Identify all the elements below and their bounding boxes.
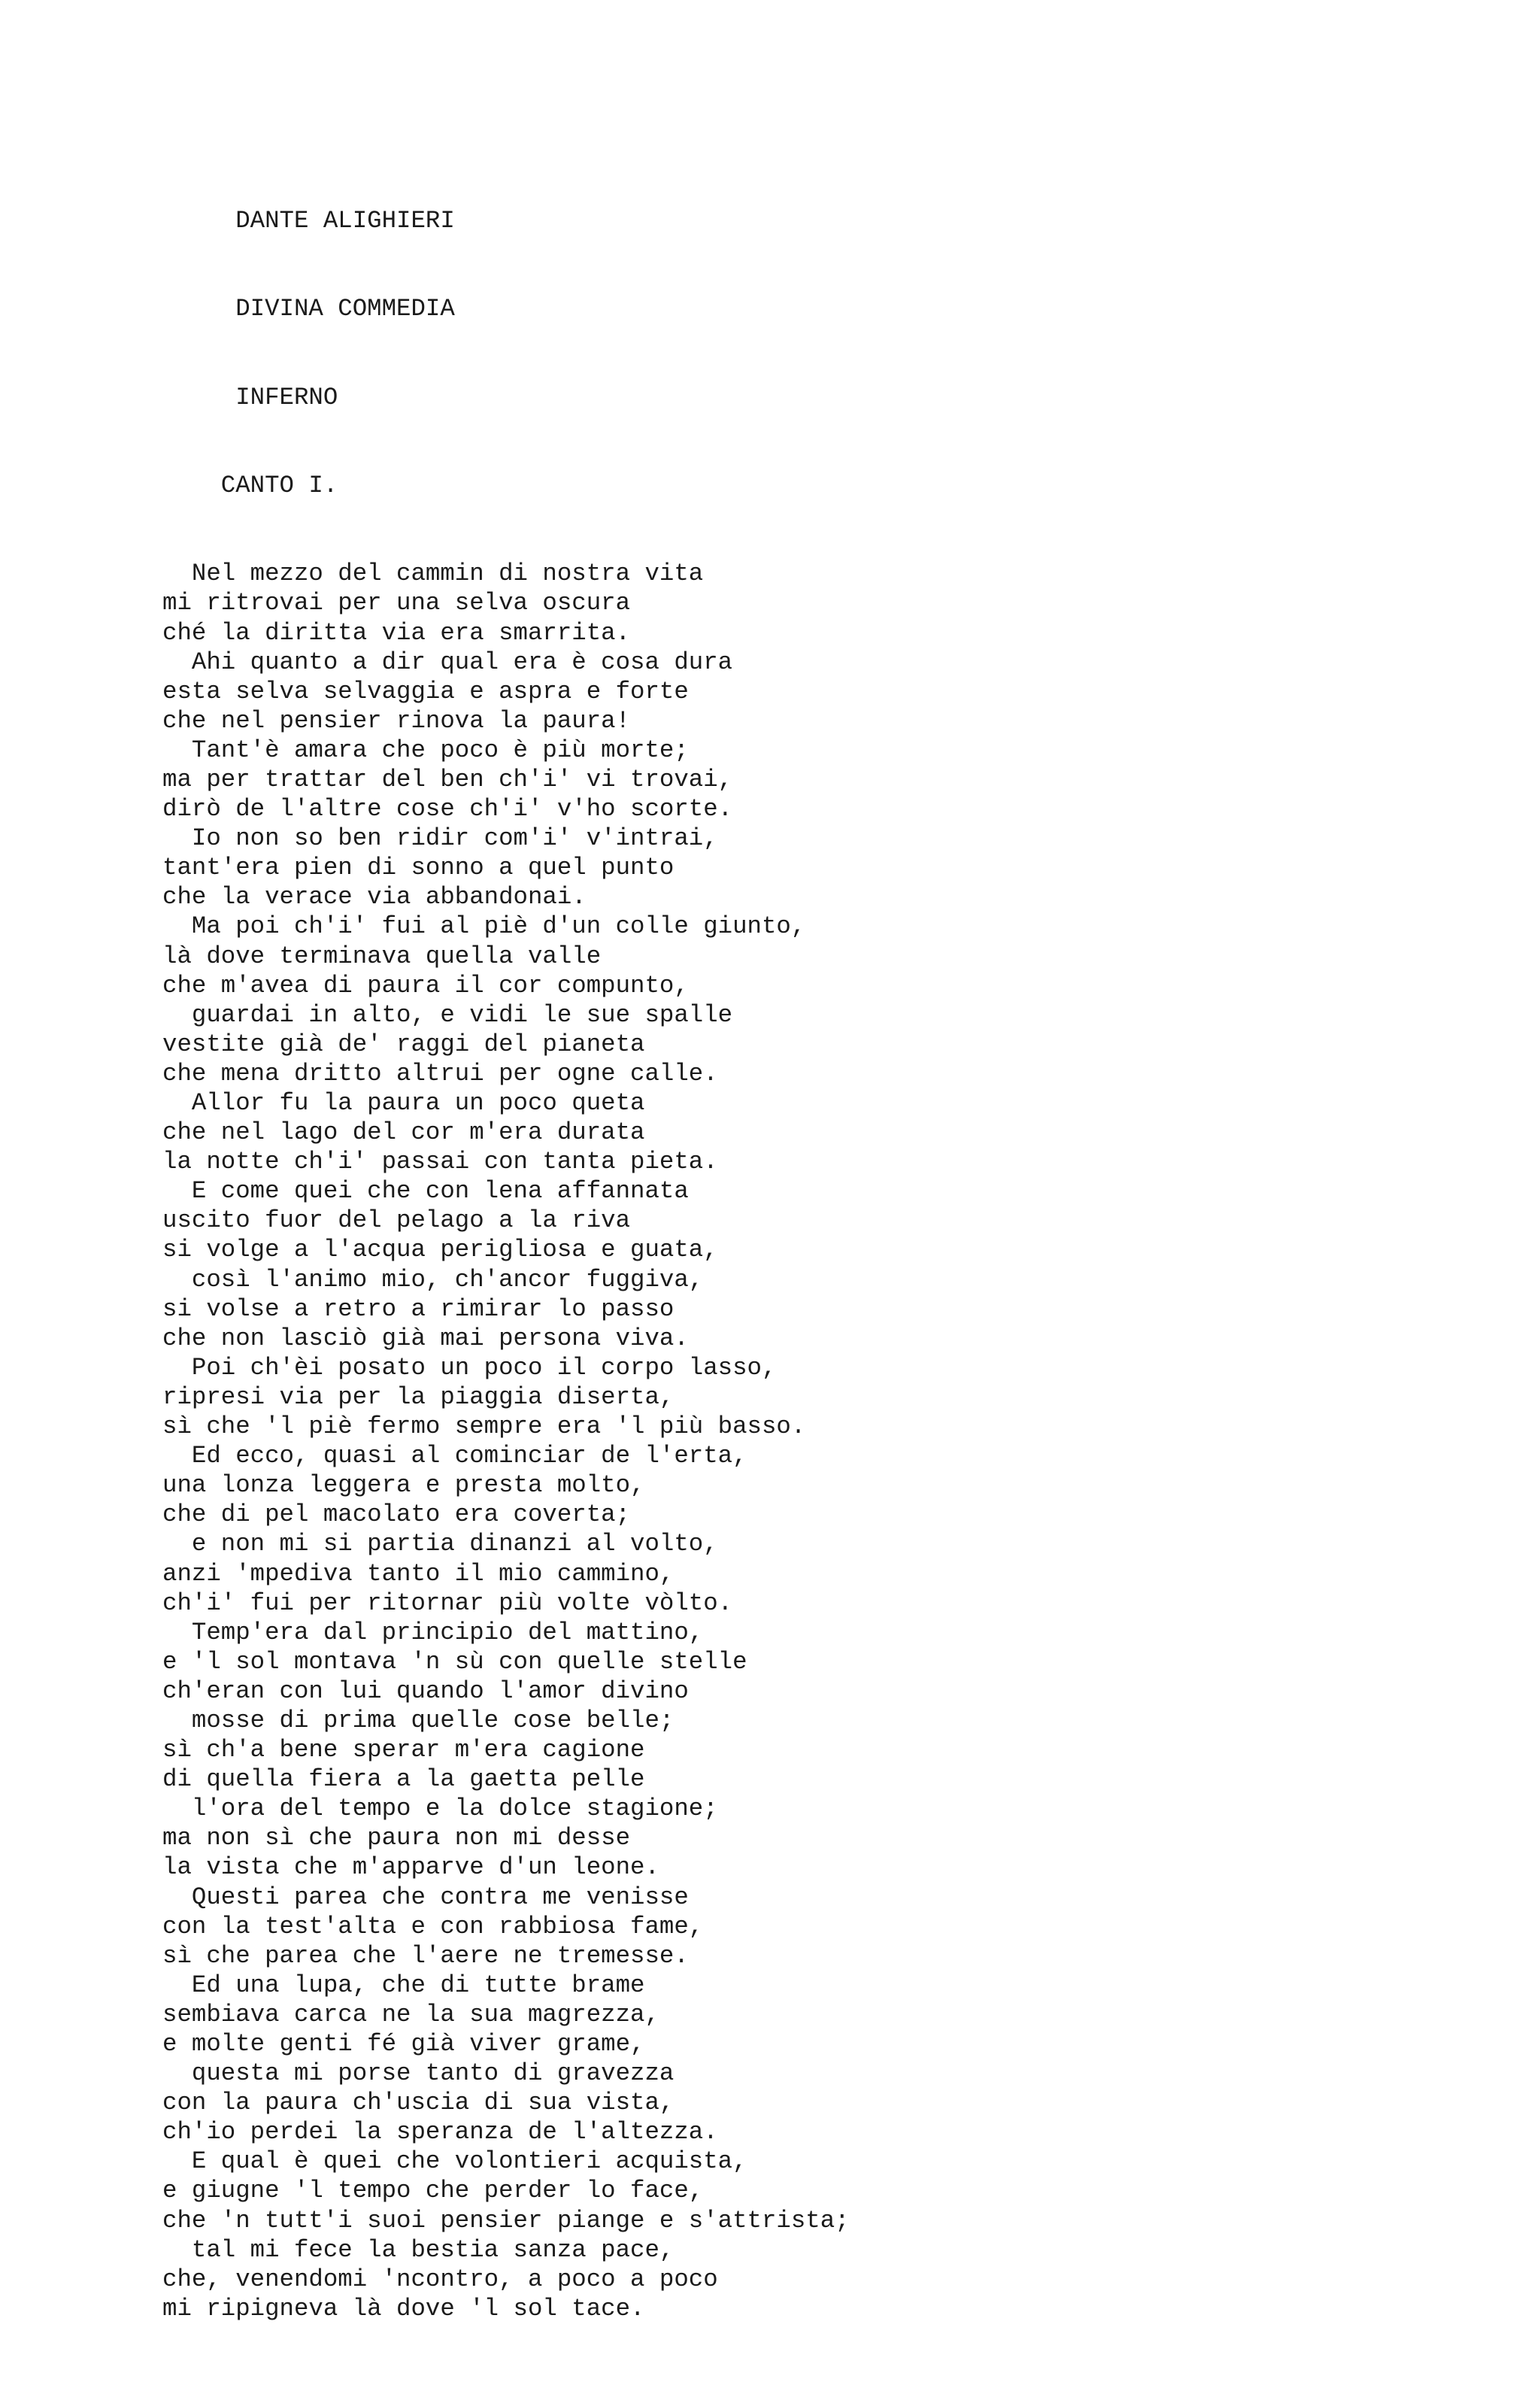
verse-line: E come quei che con lena affannata: [162, 1177, 689, 1206]
verse-line: e molte genti fé già viver grame,: [162, 2030, 645, 2058]
verse-line: Nel mezzo del cammin di nostra vita: [162, 560, 704, 588]
verse-line: ma per trattar del ben ch'i' vi trovai,: [162, 765, 733, 793]
verse-line: che, venendomi 'ncontro, a poco a poco: [162, 2265, 718, 2293]
verse-line: e non mi si partia dinanzi al volto,: [162, 1530, 718, 1558]
verse-line: che nel pensier rinova la paura!: [162, 706, 631, 735]
verse-list: [162, 559, 850, 2323]
verse-line: che m'avea di paura il cor compunto,: [162, 971, 689, 1000]
verse-line: che mena dritto altrui per ogne calle.: [162, 1059, 718, 1088]
verse-line: E qual è quei che volontieri acquista,: [162, 2147, 747, 2176]
verse-line: mosse di prima quelle cose belle;: [162, 1706, 675, 1734]
verse-line: la notte ch'i' passai con tanta pieta.: [162, 1148, 718, 1176]
verse-line: Questi parea che contra me venisse: [162, 1883, 689, 1911]
verse-line: che 'n tutt'i suoi pensier piange e s'attrista;: [162, 2206, 850, 2235]
verse-line: con la test'alta e con rabbiosa fame,: [162, 1912, 704, 1940]
verse-line: Ed una lupa, che di tutte brame: [162, 1971, 645, 1999]
canto-heading: CANTO I.: [162, 472, 338, 500]
verse-line: ripresi via per la piaggia diserta,: [162, 1382, 675, 1411]
verse-line: con la paura ch'uscia di sua vista,: [162, 2089, 675, 2117]
verse-line: l'ora del tempo e la dolce stagione;: [162, 1795, 718, 1823]
verse-line: esta selva selvaggia e aspra e forte: [162, 677, 689, 705]
verse-line: Tant'è amara che poco è più morte;: [162, 736, 689, 764]
verse-line: sì che parea che l'aere ne tremesse.: [162, 1941, 689, 1970]
verse-line: là dove terminava quella valle: [162, 942, 602, 970]
verse-line: ch'eran con lui quando l'amor divino: [162, 1677, 689, 1705]
verse-line: Allor fu la paura un poco queta: [162, 1089, 645, 1117]
verse-line: sì che 'l piè fermo sempre era 'l più basso.: [162, 1413, 806, 1441]
verse-line: tal mi fece la bestia sanza pace,: [162, 2235, 675, 2264]
verse-line: dirò de l'altre cose ch'i' v'ho scorte.: [162, 795, 733, 824]
poem-text-block: [162, 147, 850, 2382]
verse-line: Ed ecco, quasi al cominciar de l'erta,: [162, 1442, 747, 1470]
verse-line: questa mi porse tanto di gravezza: [162, 2059, 675, 2088]
verse-line: mi ripigneva là dove 'l sol tace.: [162, 2294, 645, 2323]
verse-line: Io non so ben ridir com'i' v'intrai,: [162, 824, 718, 853]
verse-line: Ahi quanto a dir qual era è cosa dura: [162, 648, 733, 676]
verse-line: che nel lago del cor m'era durata: [162, 1118, 645, 1147]
verse-line: sì ch'a bene sperar m'era cagione: [162, 1736, 645, 1765]
verse-line: mi ritrovai per una selva oscura: [162, 589, 631, 617]
verse-line: che non lasciò già mai persona viva.: [162, 1324, 689, 1352]
verse-line: Ma poi ch'i' fui al piè d'un colle giunto,: [162, 912, 806, 941]
verse-line: la vista che m'apparve d'un leone.: [162, 1853, 659, 1882]
verse-line: ch'i' fui per ritornar più volte vòlto.: [162, 1589, 733, 1617]
verse-line: che di pel macolato era coverta;: [162, 1501, 631, 1529]
verse-line: che la verace via abbandonai.: [162, 883, 587, 912]
verse-line: così l'animo mio, ch'ancor fuggiva,: [162, 1265, 704, 1294]
verse-line: di quella fiera a la gaetta pelle: [162, 1765, 645, 1794]
verse-line: tant'era pien di sonno a quel punto: [162, 854, 675, 882]
verse-line: e 'l sol montava 'n sù con quelle stelle: [162, 1647, 747, 1676]
work-title: DIVINA COMMEDIA: [162, 295, 455, 323]
verse-line: uscito fuor del pelago a la riva: [162, 1206, 631, 1235]
verse-line: ma non sì che paura non mi desse: [162, 1824, 631, 1852]
verse-line: si volse a retro a rimirar lo passo: [162, 1294, 675, 1323]
verse-line: si volge a l'acqua perigliosa e guata,: [162, 1236, 718, 1264]
verse-line: vestite già de' raggi del pianeta: [162, 1030, 645, 1058]
verse-line: una lonza leggera e presta molto,: [162, 1471, 645, 1500]
verse-line: ch'io perdei la speranza de l'altezza.: [162, 2118, 718, 2147]
verse-line: guardai in alto, e vidi le sue spalle: [162, 1000, 733, 1029]
cantica-title: INFERNO: [162, 383, 338, 411]
verse-line: anzi 'mpediva tanto il mio cammino,: [162, 1559, 675, 1588]
verse-line: Poi ch'èi posato un poco il corpo lasso,: [162, 1353, 777, 1382]
verse-line: e giugne 'l tempo che perder lo face,: [162, 2177, 704, 2205]
verse-line: ché la diritta via era smarrita.: [162, 618, 631, 647]
author-heading: DANTE ALIGHIERI: [162, 207, 455, 235]
verse-line: Temp'era dal principio del mattino,: [162, 1618, 704, 1646]
verse-line: sembiava carca ne la sua magrezza,: [162, 2000, 659, 2028]
